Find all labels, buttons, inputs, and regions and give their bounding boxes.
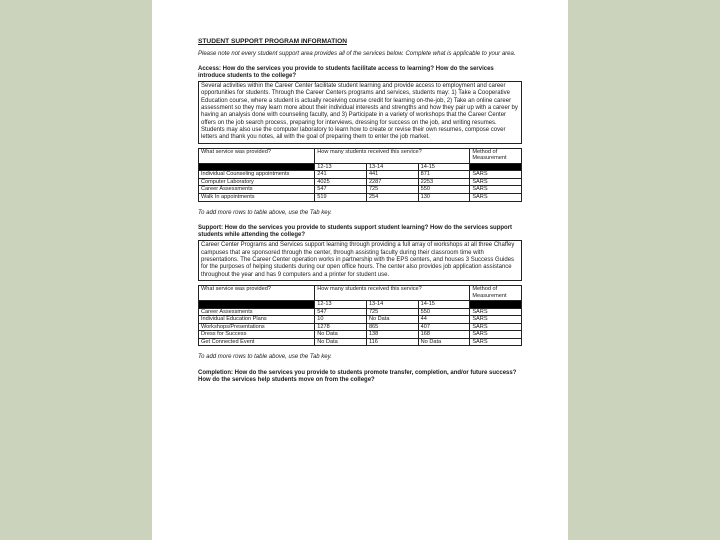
header-method: Method of Measurement [470,285,522,300]
header-count: How many students received this service? [315,285,470,300]
count-cell: 550 [418,186,470,194]
service-cell: Walk In appointments [199,193,315,201]
header-service: What service was provided? [199,148,315,163]
table-row [199,308,522,316]
service-cell: Workshops/Presentations [199,323,315,331]
table-year-row [199,300,522,308]
year-row-blank [470,163,522,171]
table-row [199,193,522,201]
document-body [198,38,522,384]
document-title: STUDENT SUPPORT PROGRAM INFORMATION [198,38,347,45]
count-cell: 4025 [315,178,367,186]
method-cell: SARS [470,186,522,194]
table-header-row [199,148,522,163]
count-cell: No Data [315,338,367,346]
method-cell: SARS [470,193,522,201]
right-margin-panel [568,0,720,540]
year-cell: 12-13 [315,163,367,171]
count-cell: 44 [418,316,470,324]
count-cell: 10 [315,316,367,324]
table-row [199,178,522,186]
table-row [199,323,522,331]
year-row-blank [199,163,315,171]
count-cell: 254 [366,193,418,201]
document-page [152,0,568,540]
count-cell: No Data [418,338,470,346]
access-answer-box: Several activities within the Career Center facilitate student learning and provide access to employment and career opportunities for students. Through the Career Centers programs and services, students may: 1) Take a Cooperative Education course, where a student is actually receiving course credit for learning on-the-job, 2) Take an online career assessment so they may learn more about their individual interests and strengths and how they pair up with a career by having an analysis done with counseling faculty, and 3) Participate in a variety of workshops that the Career Center offers on the job search process, preparing for interviews, dressing for success on the job, and writing resumes. Students may also use the computer laboratory to learn how to create or revise their own resumes, compose cover letters and thank you notes, all with the goal of preparing them to enter the job market. [198,81,522,143]
count-cell: 2253 [418,178,470,186]
service-cell: Career Assessments [199,186,315,194]
left-margin-panel [0,0,152,540]
year-cell: 14-15 [418,300,470,308]
instructions-note: Please note not every student support area provides all of the services below. Complete what is applicable to your area. [198,51,516,58]
count-cell: 550 [418,308,470,316]
count-cell: 725 [366,308,418,316]
year-cell: 13-14 [366,163,418,171]
count-cell: 116 [366,338,418,346]
method-cell: SARS [470,308,522,316]
support-tab-note: To add more rows to table above, use the Tab key. [198,354,332,361]
service-cell: Get Connected Event [199,338,315,346]
count-cell: 130 [418,193,470,201]
support-answer-box: Career Center Programs and Services support learning through providing a full array of workshops at all three Chaffey campuses that are sponsored through the center, through assisting faculty during their classroom time with presentations. The Career Center operation works in partnership with the EPS centers, and houses 3 Success Guides for the purposes of helping students during our open office hours. The center also provides job application assistance throughout the year and has 9 computers and a printer for student use. [198,240,522,280]
count-cell: 547 [315,308,367,316]
method-cell: SARS [470,331,522,339]
table-row [199,186,522,194]
count-cell: 138 [366,331,418,339]
table-row [199,331,522,339]
method-cell: SARS [470,323,522,331]
table-row [199,338,522,346]
method-cell: SARS [470,171,522,179]
access-question: Access: How do the services you provide to students facilitate access to learning? How do the services introduce students to the college? [198,65,494,79]
year-row-blank [199,300,315,308]
count-cell: 725 [366,186,418,194]
access-tab-note: To add more rows to table above, use the Tab key. [198,209,332,216]
table-header-row [199,285,522,300]
method-cell: SARS [470,316,522,324]
count-cell: 241 [315,171,367,179]
service-cell: Individual Counseling appointments [199,171,315,179]
count-cell: No Data [366,316,418,324]
header-count: How many students received this service? [315,148,470,163]
completion-question: Completion: How do the services you provide to students promote transfer, completion, and/or future success? How do the services help students move on from the college? [198,369,517,384]
count-cell: 1278 [315,323,367,331]
count-cell: 547 [315,186,367,194]
year-cell: 12-13 [315,300,367,308]
header-method: Method of Measurement [470,148,522,163]
count-cell: 2287 [366,178,418,186]
support-question: Support: How do the services you provide to students support student learning? How do the services support students while attending the college? [198,224,513,239]
access-services-table [198,148,522,202]
header-service: What service was provided? [199,285,315,300]
service-cell: Individual Education Plans [199,316,315,324]
count-cell: 865 [366,323,418,331]
count-cell: 871 [418,171,470,179]
count-cell: 407 [418,323,470,331]
method-cell: SARS [470,338,522,346]
service-cell: Computer Laboratory [199,178,315,186]
count-cell: 168 [418,331,470,339]
year-row-blank [470,300,522,308]
year-cell: 14-15 [418,163,470,171]
service-cell: Career Assessments [199,308,315,316]
method-cell: SARS [470,178,522,186]
count-cell: 519 [315,193,367,201]
year-cell: 13-14 [366,300,418,308]
count-cell: 441 [366,171,418,179]
count-cell: No Data [315,331,367,339]
table-row [199,316,522,324]
service-cell: Dress for Success [199,331,315,339]
support-services-table [198,285,522,347]
table-year-row [199,163,522,171]
table-row [199,171,522,179]
